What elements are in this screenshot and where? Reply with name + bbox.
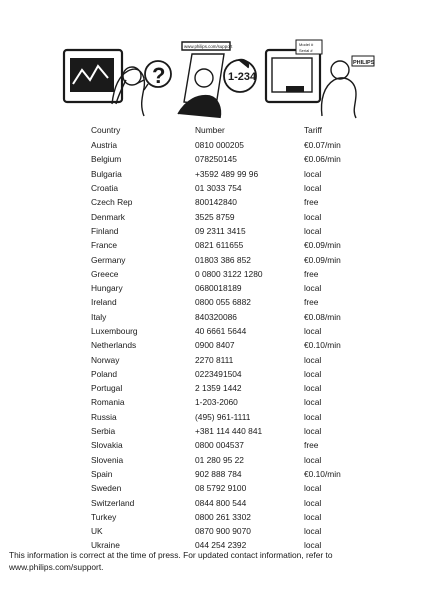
table-row [86,324,364,338]
cell-tariff: local [304,368,322,379]
cell-number: +3592 489 99 96 [195,168,259,179]
cell-number: 1-203-2060 [195,397,238,408]
cell-tariff: €0.10/min [304,468,341,479]
cell-tariff: local [304,383,322,394]
cell-country: Austria [91,140,118,151]
table-row [86,524,364,538]
model-label: Model # [299,42,314,47]
cell-tariff: local [304,283,322,294]
cell-country: Greece [91,268,119,279]
question-mark: ? [152,63,166,88]
cell-country: Turkey [91,511,117,522]
table-row [86,295,364,309]
cell-tariff: local [304,454,322,465]
cell-country: Spain [91,468,113,479]
cell-tariff: free [304,197,319,208]
cell-tariff: local [304,211,322,222]
cell-number: 0800 055 6882 [195,297,251,308]
cell-country: Sweden [91,483,122,494]
table-row [86,238,364,252]
cell-number: 0870 900 9070 [195,526,251,537]
cell-tariff: local [304,526,322,537]
cell-number: 0223491504 [195,368,242,379]
cell-country: Slovakia [91,440,123,451]
cell-country: Switzerland [91,497,135,508]
cell-country: Denmark [91,211,125,222]
cell-tariff: local [304,483,322,494]
cell-country: Croatia [91,183,118,194]
footer-line-2: www.philips.com/support. [9,561,104,572]
table-row [86,338,364,352]
header-number: Number [195,125,225,135]
table-row [86,495,364,509]
cell-country: Germany [91,254,126,265]
table-row [86,424,364,438]
cell-number: (495) 961-1111 [195,411,251,422]
table-row [86,281,364,295]
cell-number: 0 0800 3122 1280 [195,268,263,279]
cell-country: Hungary [91,283,123,294]
cell-number: 0844 800 544 [195,497,247,508]
table-row [86,267,364,281]
cell-tariff: local [304,511,322,522]
cell-country: Bulgaria [91,168,122,179]
table-row [86,138,364,152]
cell-country: Netherlands [91,340,137,351]
table-header-row [86,122,364,138]
table-row [86,395,364,409]
cell-tariff: local [304,183,322,194]
cell-number: 01803 386 852 [195,254,251,265]
cell-tariff: local [304,397,322,408]
cell-tariff: local [304,168,322,179]
cell-number: 0810 000205 [195,140,244,151]
cell-country: Slovenia [91,454,124,465]
cell-country: Ukraine [91,540,120,551]
table-row [86,167,364,181]
support-illustration [60,36,376,120]
table-row [86,195,364,209]
cell-number: 01 3033 754 [195,183,242,194]
cell-number: 09 2311 3415 [195,225,246,236]
footer-line-1: This information is correct at the time of press. For updated contact information, refer to [9,550,333,560]
cell-tariff: local [304,411,322,422]
table-row [86,453,364,467]
cell-country: Luxembourg [91,326,138,336]
table-row [86,181,364,195]
cell-tariff: local [304,354,322,365]
phone-number-badge: 1-234 [228,71,257,83]
cell-number: +381 114 440 841 [195,426,263,437]
table-row [86,381,364,395]
table-row [86,352,364,366]
model-serial-panel [266,40,374,118]
table-row [86,467,364,481]
cell-country: Portugal [91,383,123,394]
cell-number: 0800 004537 [195,440,244,451]
cell-tariff: €0.09/min [304,254,341,265]
table-row [86,481,364,495]
cell-country: Finland [91,225,119,236]
table-row [86,252,364,266]
table-row [86,310,364,324]
cell-number: 2270 8111 [195,354,234,365]
cell-tariff: local [304,497,322,508]
cell-number: 0821 611655 [195,240,244,251]
header-tariff: Tariff [304,125,322,135]
cell-country: France [91,240,118,251]
table-row [86,209,364,223]
cell-number: 08 5792 9100 [195,483,247,494]
cell-tariff: free [304,268,319,279]
cell-tariff: €0.08/min [304,311,341,322]
cell-tariff: free [304,297,319,308]
cell-number: 840320086 [195,311,237,322]
table-row [86,438,364,452]
cell-tariff: local [304,426,322,437]
cell-tariff: €0.06/min [304,154,341,165]
cell-tariff: €0.09/min [304,240,341,251]
cell-country: UK [91,526,103,537]
cell-number: 3525 8759 [195,211,235,222]
cell-country: Poland [91,368,118,379]
cell-country: Norway [91,354,120,365]
support-url-label: www.philips.com/support [184,44,233,49]
cell-number: 40 6661 5644 [195,326,247,336]
cell-number: 2 1359 1442 [195,383,242,394]
cell-country: Italy [91,311,107,322]
cell-tariff: €0.07/min [304,140,341,151]
cell-number: 0800 261 3302 [195,511,251,522]
table-row [86,224,364,238]
table-row [86,367,364,381]
cell-number: 0680018189 [195,283,242,294]
table-row [86,410,364,424]
cell-number: 01 280 95 22 [195,454,244,465]
cell-tariff: local [304,540,322,551]
brand-logo: PHILIPS [353,60,375,66]
cell-tariff: €0.10/min [304,340,341,351]
cell-tariff: free [304,440,319,451]
cell-number: 902 888 784 [195,468,242,479]
cell-country: Romania [91,397,125,408]
cell-country: Belgium [91,154,122,165]
cell-tariff: local [304,326,322,336]
cell-tariff: local [304,225,322,236]
header-country: Country [91,125,121,135]
serial-label: Serial # [299,48,313,53]
contact-table [86,122,364,553]
cell-number: 0900 8407 [195,340,235,351]
cell-country: Russia [91,411,117,422]
cell-country: Ireland [91,297,117,308]
table-row [86,510,364,524]
cell-country: Serbia [91,426,116,437]
cell-number: 044 254 2392 [195,540,247,551]
table-row [86,152,364,166]
cell-country: Czech Rep [91,197,133,208]
cell-number: 800142840 [195,197,237,208]
cell-number: 078250145 [195,154,237,165]
footer-note [9,550,389,573]
